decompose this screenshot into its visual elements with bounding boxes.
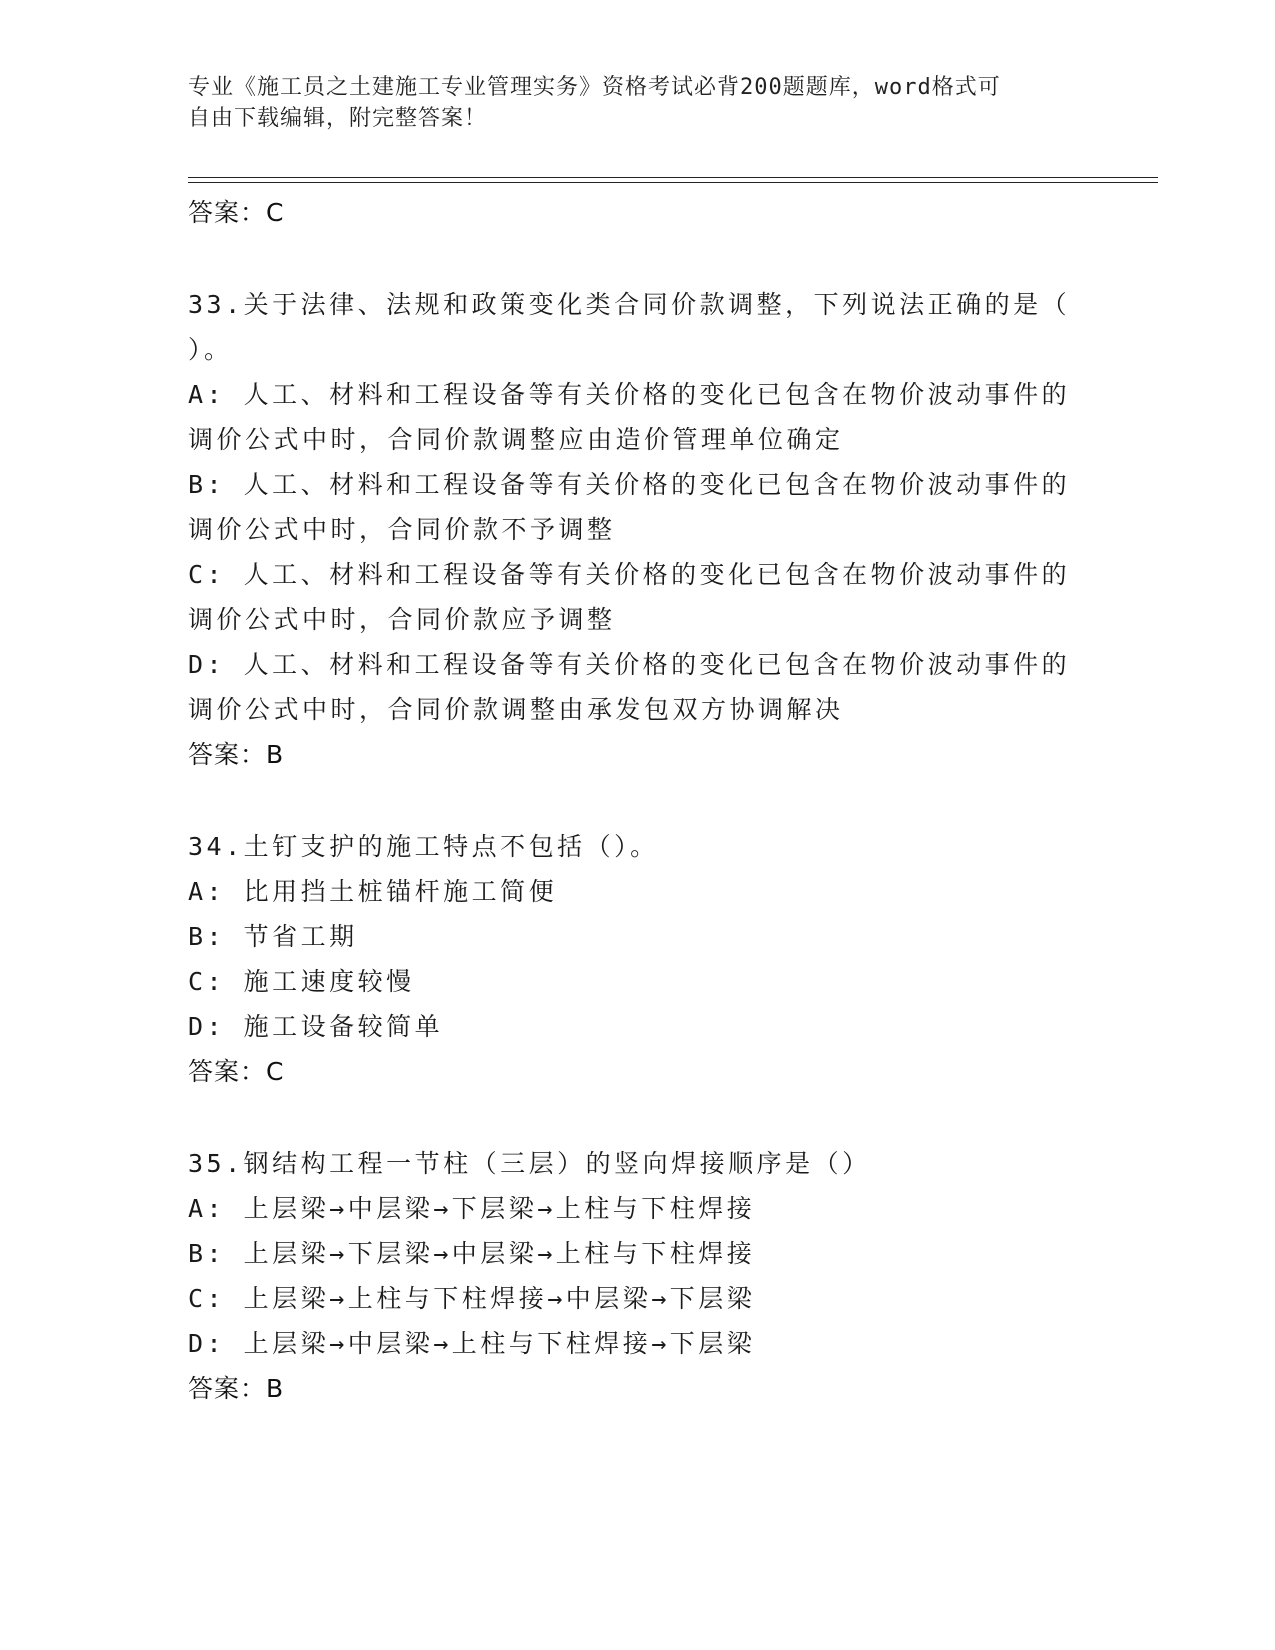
option-b: B: 节省工期 (188, 922, 358, 951)
header-line-2: 自由下载编辑，附完整答案！ (188, 106, 488, 131)
option-c: C: 施工速度较慢 (188, 967, 415, 996)
option-a: A: 比用挡土桩锚杆施工简便 (188, 877, 558, 906)
page-header (188, 72, 1068, 134)
spacer (188, 1094, 1088, 1141)
option-a: A: 上层梁→中层梁→下层梁→上柱与下柱焊接 (188, 1194, 756, 1223)
header-line-1: 专业《施工员之土建施工专业管理实务》资格考试必背200题题库，word格式可 (188, 75, 1001, 100)
answer: 答案：B (188, 1374, 285, 1403)
header-rule-bottom (188, 182, 1158, 183)
question-35 (188, 1141, 1088, 1411)
option-d: D: 上层梁→中层梁→上柱与下柱焊接→下层梁 (188, 1329, 756, 1358)
question-stem: 33.关于法律、法规和政策变化类合同价款调整，下列说法正确的是（ (188, 290, 1071, 319)
question-33 (188, 282, 1088, 777)
answer: 答案：B (188, 740, 285, 769)
header-rule-top (188, 177, 1158, 178)
question-content (188, 190, 1088, 1411)
question-34 (188, 824, 1088, 1094)
spacer (188, 235, 1088, 282)
option-c: C: 上层梁→上柱与下柱焊接→中层梁→下层梁 (188, 1284, 756, 1313)
question-stem: 35.钢结构工程一节柱（三层）的竖向焊接顺序是（） (188, 1149, 871, 1178)
option-d: D: 施工设备较简单 (188, 1012, 444, 1041)
option-d-cont: 调价公式中时，合同价款调整由承发包双方协调解决 (188, 695, 844, 724)
option-c: C: 人工、材料和工程设备等有关价格的变化已包含在物价波动事件的 (188, 560, 1071, 589)
question-stem: 34.土钉支护的施工特点不包括（）。 (188, 832, 659, 861)
option-b: B: 人工、材料和工程设备等有关价格的变化已包含在物价波动事件的 (188, 470, 1071, 499)
spacer (188, 777, 1088, 824)
option-a-cont: 调价公式中时，合同价款调整应由造价管理单位确定 (188, 425, 844, 454)
option-a: A: 人工、材料和工程设备等有关价格的变化已包含在物价波动事件的 (188, 380, 1071, 409)
option-c-cont: 调价公式中时，合同价款应予调整 (188, 605, 616, 634)
option-b: B: 上层梁→下层梁→中层梁→上柱与下柱焊接 (188, 1239, 756, 1268)
answer: 答案：C (188, 1057, 285, 1086)
option-b-cont: 调价公式中时，合同价款不予调整 (188, 515, 616, 544)
option-d: D: 人工、材料和工程设备等有关价格的变化已包含在物价波动事件的 (188, 650, 1071, 679)
previous-answer: 答案：C (188, 198, 285, 227)
question-stem: ）。 (188, 335, 233, 364)
